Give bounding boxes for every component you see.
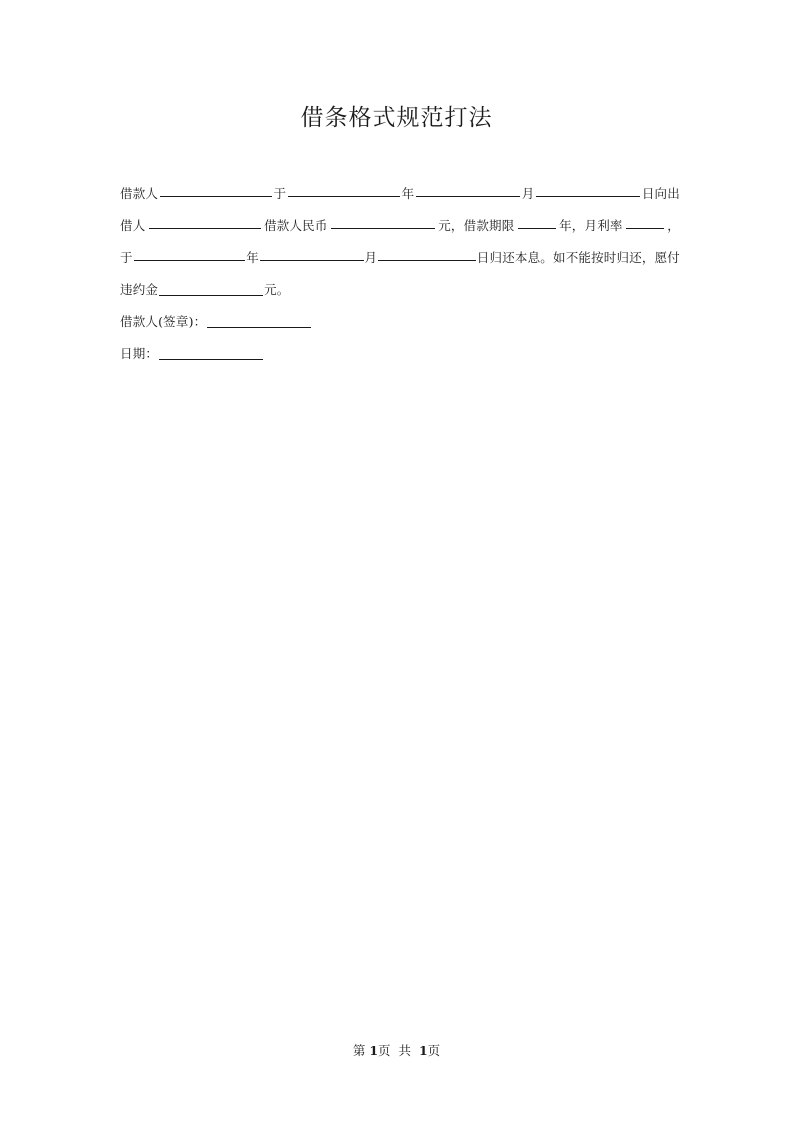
blank-repay-month [260, 245, 364, 261]
text-month-2: 月 [364, 250, 378, 265]
text-comma: ， [667, 218, 680, 233]
text-year-rate: 年，月利率 [559, 218, 623, 233]
footer-total-number: 1 [418, 1043, 428, 1058]
blank-term-years [518, 213, 556, 229]
page-footer [0, 1040, 793, 1062]
footer-page-suffix: 页 [378, 1043, 391, 1058]
blank-loan-day [536, 181, 640, 197]
footer-page-number: 1 [369, 1043, 379, 1058]
blank-amount [331, 213, 435, 229]
text-month: 月 [521, 186, 535, 201]
date-line [120, 341, 680, 373]
text-year: 年 [401, 186, 415, 201]
blank-signature [207, 312, 311, 328]
body-line-3 [120, 245, 680, 277]
blank-penalty-amount [159, 280, 263, 296]
text-lender: 借人 [120, 218, 146, 233]
signature-label: 借款人(签章)： [120, 314, 207, 329]
text-yuan-term: 元，借款期限 [438, 218, 515, 233]
text-repay-clause: 日归还本息。如不能按时归还，愿付 [476, 250, 680, 265]
blank-date [159, 344, 263, 360]
text-borrower: 借款人 [120, 186, 159, 201]
blank-loan-year [288, 181, 400, 197]
document-title: 借条格式规范打法 [300, 105, 493, 131]
text-day-to: 日向出 [641, 186, 680, 201]
date-label: 日期： [120, 346, 159, 361]
text-penalty: 违约金 [120, 282, 159, 297]
text-year-2: 年 [246, 250, 259, 265]
footer-total-prefix: 共 [398, 1043, 411, 1058]
blank-lender-name [149, 213, 261, 229]
body-line-2 [120, 213, 680, 245]
text-yuan-end: 元。 [264, 282, 290, 297]
document-body [120, 181, 680, 373]
signature-line [120, 309, 680, 341]
blank-repay-day [378, 245, 476, 261]
blank-repay-year [134, 245, 246, 261]
blank-loan-month [416, 181, 520, 197]
text-borrow-rmb: 借款人民币 [264, 218, 328, 233]
body-line-1 [120, 181, 680, 213]
blank-monthly-rate [626, 213, 664, 229]
text-on-2: 于 [120, 250, 133, 265]
text-on: 于 [273, 186, 287, 201]
blank-borrower-name [160, 181, 272, 197]
body-line-4 [120, 277, 680, 309]
footer-total-suffix: 页 [427, 1043, 441, 1058]
footer-page-prefix: 第 [352, 1043, 366, 1058]
